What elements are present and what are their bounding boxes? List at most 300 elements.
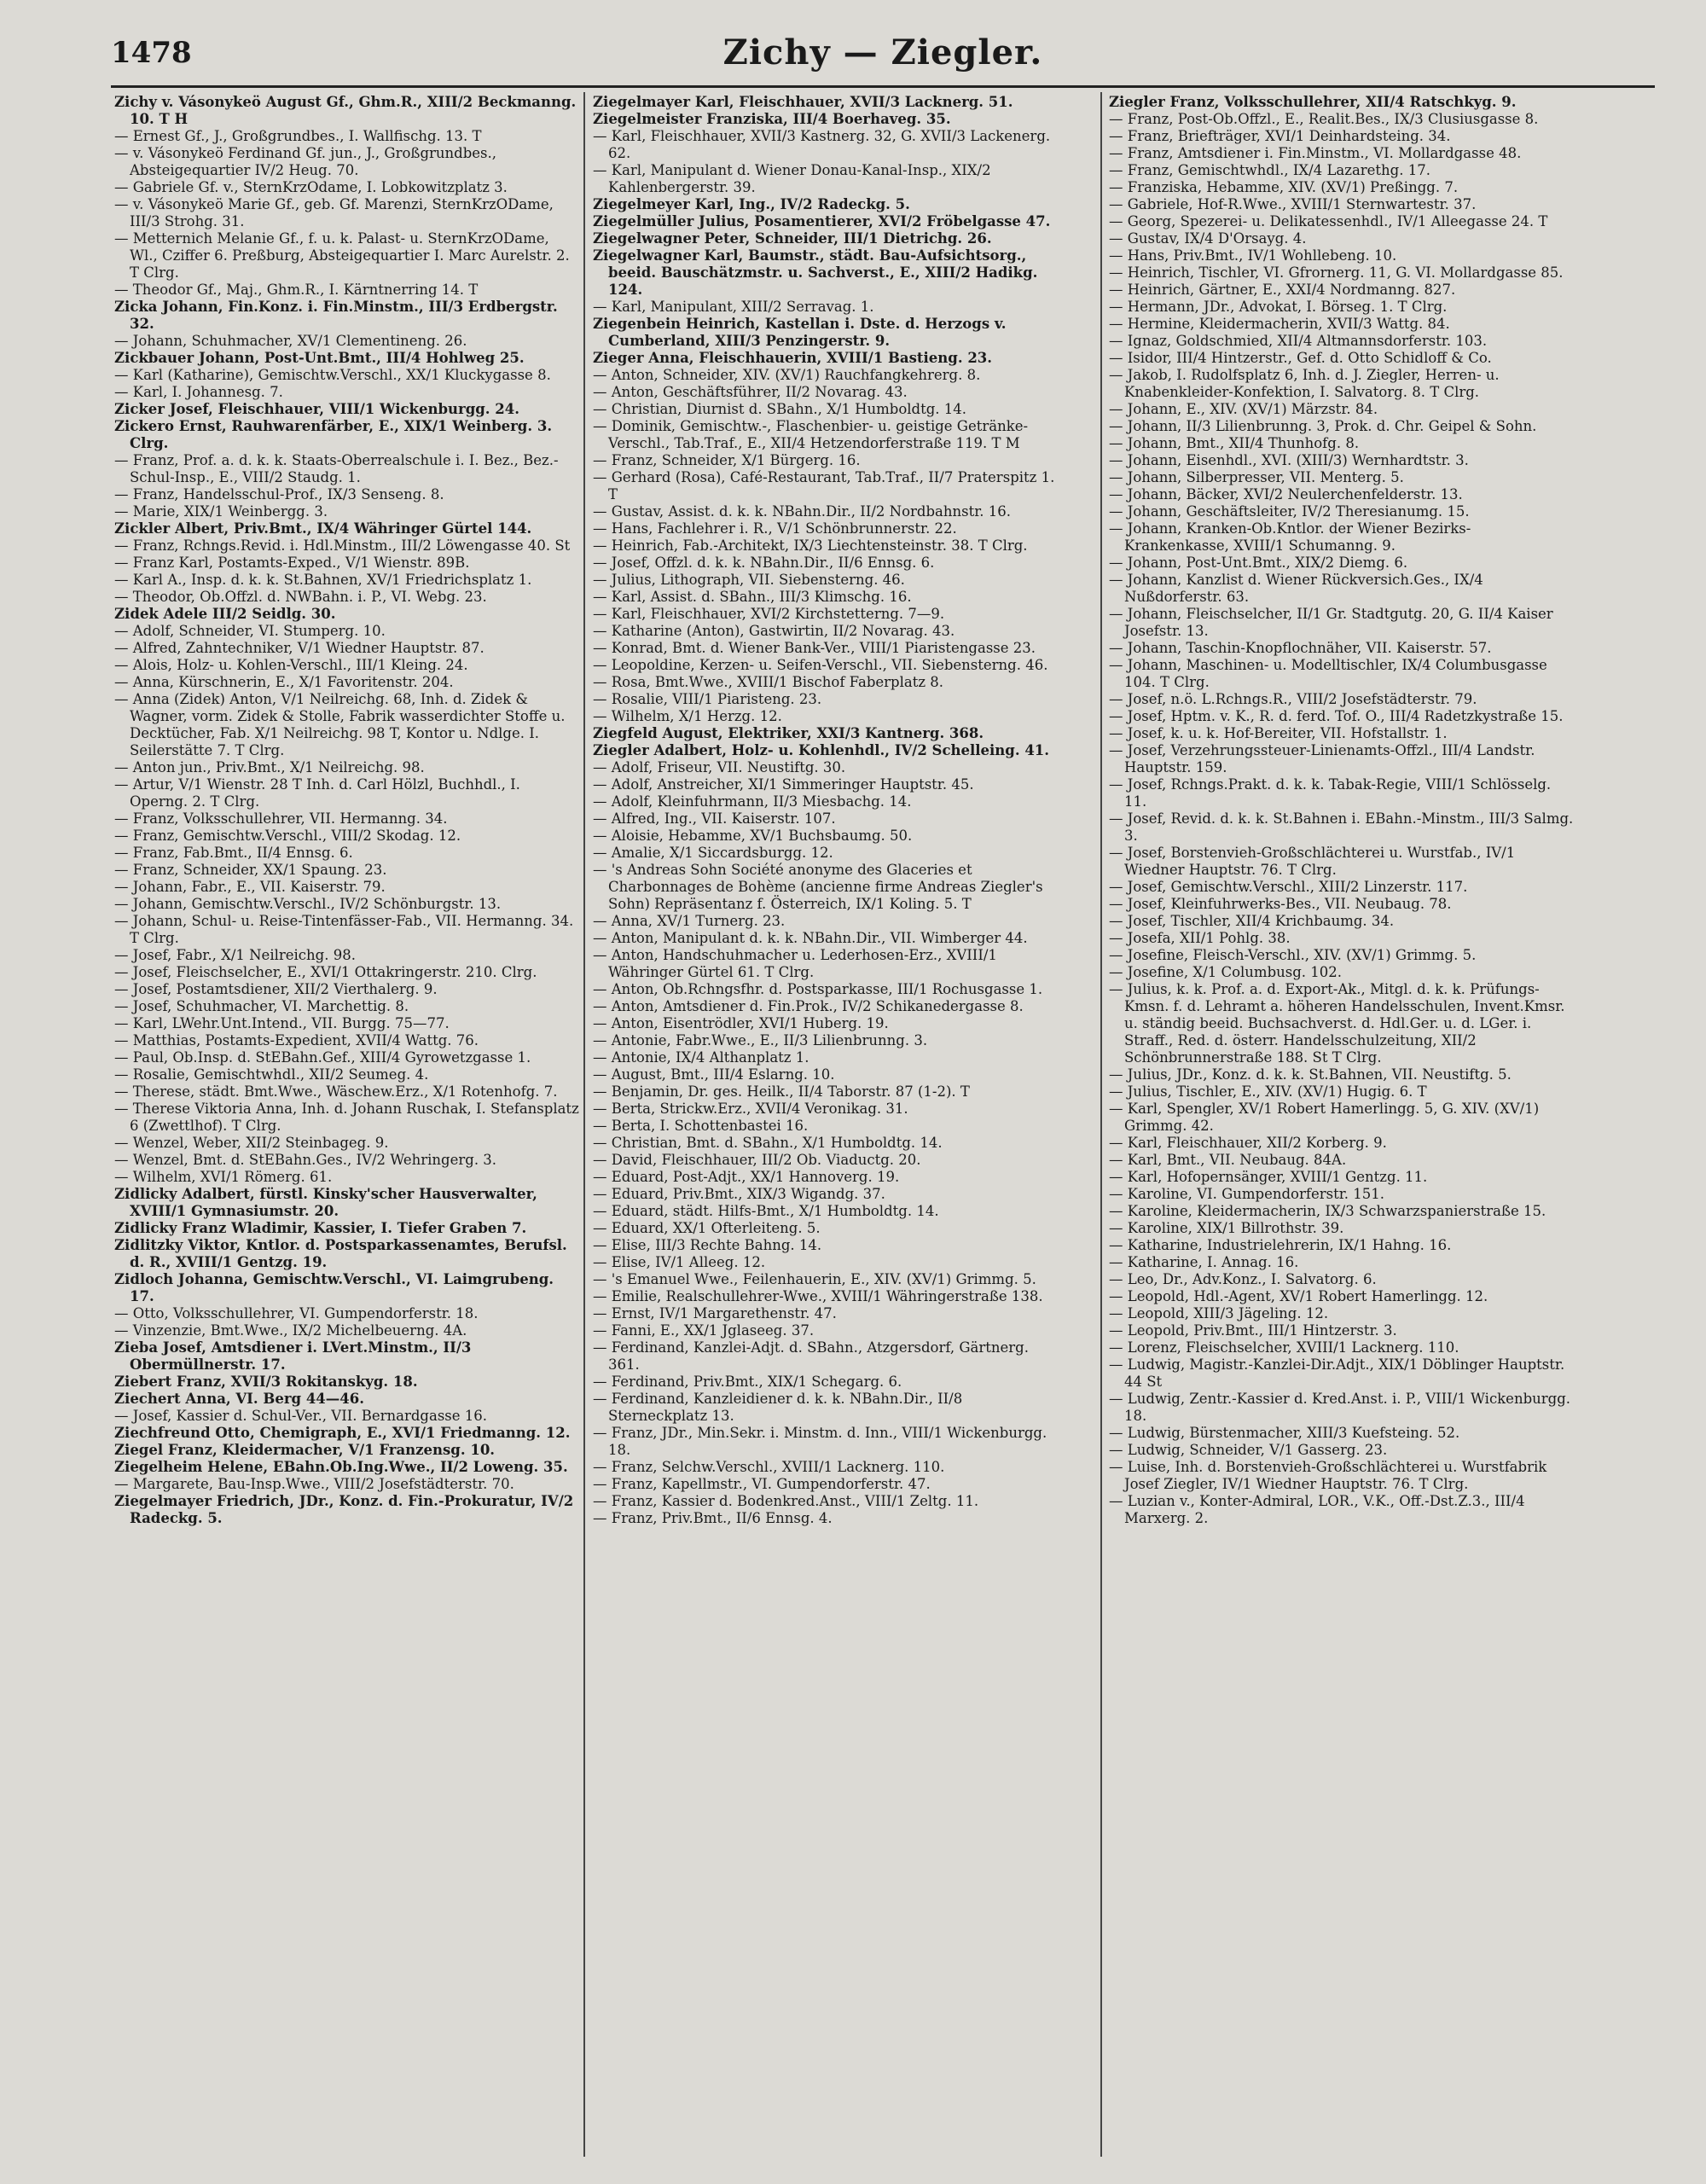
directory-entry xyxy=(593,503,1058,520)
directory-entry xyxy=(1109,572,1574,606)
entry-text: — Matthias, Postamts-Expedient, XVII/4 Wattg. 76. xyxy=(114,1032,479,1048)
directory-entry xyxy=(593,1288,1058,1305)
entry-text: — Gabriele, Hof-R.Wwe., XVIII/1 Sternwartestr. 37. xyxy=(1109,196,1477,212)
directory-entry xyxy=(114,640,579,657)
entry-text: — Franz, Prof. a. d. k. k. Staats-Oberrealschule i. I. Bez., Bez.-Schul-Insp., E., VIII/2 Staudg. 1. xyxy=(114,452,559,485)
entry-text: — Ignaz, Goldschmied, XII/4 Altmannsdorferstr. 103. xyxy=(1109,333,1488,349)
entry-text: Zicka Johann, Fin.Konz. i. Fin.Minstm., III/3 Erdbergstr. 32. xyxy=(114,299,558,332)
directory-entry xyxy=(114,196,579,230)
entry-text: — Gabriele Gf. v., SternKrzOdame, I. Lobkowitzplatz 3. xyxy=(114,179,508,195)
entry-text: — Luzian v., Konter-Admiral, LOR., V.K., Off.-Dst.Z.3., III/4 Marxerg. 2. xyxy=(1109,1493,1525,1526)
directory-entry xyxy=(593,1322,1058,1339)
directory-entry xyxy=(593,1203,1058,1220)
directory-entry xyxy=(1109,947,1574,964)
directory-entry xyxy=(1109,1203,1574,1220)
entry-text: — Josef, Fleischselcher, E., XVI/1 Ottakringerstr. 210. Clrg. xyxy=(114,964,537,980)
directory-entry xyxy=(593,452,1058,469)
entry-text: — David, Fleischhauer, III/2 Ob. Viaductg. 20. xyxy=(593,1152,921,1168)
directory-entry xyxy=(1109,213,1574,230)
entry-text: — 's Andreas Sohn Société anonyme des Glaceries et Charbonnages de Bohème (ancienne firme Andreas Ziegler's Sohn) Repräsentanz f. Österreich, IX/1 Koling. 5. T xyxy=(593,862,1043,912)
entry-text: — Ludwig, Zentr.-Kassier d. Kred.Anst. i. P., VIII/1 Wickenburgg. 18. xyxy=(1109,1391,1571,1424)
entry-text: — Karl, I. Johannesg. 7. xyxy=(114,384,283,400)
entry-text: — Karl, Bmt., VII. Neubaug. 84A. xyxy=(1109,1152,1347,1168)
entry-text: — Karl, Fleischhauer, XVII/3 Kastnerg. 32, G. XVII/3 Lackenerg. 62. xyxy=(593,128,1051,161)
entry-text: — Johann, Post-Unt.Bmt., XIX/2 Diemg. 6. xyxy=(1109,555,1408,571)
entry-text: — Anton, Eisentrödler, XVI/1 Huberg. 19. xyxy=(593,1015,889,1031)
entry-text: — Heinrich, Fab.-Architekt, IX/3 Liechtensteinstr. 38. T Clrg. xyxy=(593,537,1028,554)
entry-text: — Dominik, Gemischtw.-, Flaschenbier- u. geistige Getränke-Verschl., Tab.Traf., E., XII/4 Hetzendorferstraße 119. T M xyxy=(593,418,1029,451)
entry-text: — Antonie, Fabr.Wwe., E., II/3 Lilienbrunng. 3. xyxy=(593,1032,928,1048)
directory-entry xyxy=(593,401,1058,418)
page-number: 1478 xyxy=(111,36,192,70)
entry-text: — Rosalie, Gemischtwhdl., XII/2 Seumeg. 4. xyxy=(114,1066,429,1083)
directory-entry xyxy=(593,1152,1058,1169)
directory-entry xyxy=(1109,1101,1574,1135)
column-1 xyxy=(114,94,579,2158)
entry-text: Ziegelmeister Franziska, III/4 Boerhaveg. 35. xyxy=(593,111,951,127)
directory-entry xyxy=(593,1049,1058,1066)
directory-entry xyxy=(1109,606,1574,640)
entry-text: — Karoline, XIX/1 Billrothstr. 39. xyxy=(1109,1220,1344,1236)
entry-text: — Leopold, Priv.Bmt., III/1 Hintzerstr. 3. xyxy=(1109,1322,1397,1339)
entry-text: — Berta, I. Schottenbastei 16. xyxy=(593,1118,809,1134)
directory-entry xyxy=(1109,520,1574,555)
entry-text: — Anton jun., Priv.Bmt., X/1 Neilreichg. 98. xyxy=(114,759,425,775)
entry-text: — Gustav, IX/4 D'Orsayg. 4. xyxy=(1109,230,1307,247)
directory-entry xyxy=(593,640,1058,657)
entry-text: — Karl, Spengler, XV/1 Robert Hamerlingg. 5, G. XIV. (XV/1) Grimmg. 42. xyxy=(1109,1101,1540,1134)
directory-entry xyxy=(593,828,1058,845)
directory-entry xyxy=(593,1237,1058,1254)
directory-entry xyxy=(1109,845,1574,879)
entry-text: — Ludwig, Schneider, V/1 Gasserg. 23. xyxy=(1109,1442,1388,1458)
entry-text: — Franz, Rchngs.Revid. i. Hdl.Minstm., III/2 Löwengasse 40. St xyxy=(114,537,571,554)
directory-entry xyxy=(114,1083,579,1101)
entry-text: — Vinzenzie, Bmt.Wwe., IX/2 Michelbeuerng. 4A. xyxy=(114,1322,467,1339)
entry-text: — Eduard, Priv.Bmt., XIX/3 Wigandg. 37. xyxy=(593,1186,885,1202)
entry-text: — Fanni, E., XX/1 Jglaseeg. 37. xyxy=(593,1322,815,1339)
entry-text: — Josef, Fabr., X/1 Neilreichg. 98. xyxy=(114,947,356,963)
directory-entry xyxy=(1109,111,1574,128)
directory-entry xyxy=(593,776,1058,793)
directory-entry xyxy=(593,913,1058,930)
entry-text: — Karl (Katharine), Gemischtw.Verschl., XX/1 Kluckygasse 8. xyxy=(114,367,551,383)
directory-entry xyxy=(1109,1220,1574,1237)
entry-text: — Adolf, Schneider, VI. Stumperg. 10. xyxy=(114,623,386,639)
entry-text: — Ludwig, Magistr.-Kanzlei-Dir.Adjt., XIX/1 Döblinger Hauptstr. 44 St xyxy=(1109,1356,1565,1390)
directory-entry xyxy=(1109,1442,1574,1459)
directory-entry xyxy=(593,657,1058,674)
directory-entry xyxy=(593,213,1058,230)
entry-text: — Hermann, JDr., Advokat, I. Börseg. 1. T Clrg. xyxy=(1109,299,1448,315)
entry-text: — Antonie, IX/4 Althanplatz 1. xyxy=(593,1049,809,1066)
entry-text: — Franz, JDr., Min.Sekr. i. Minstm. d. Inn., VIII/1 Wickenburgg. 18. xyxy=(593,1425,1047,1458)
entry-text: — Ernest Gf., J., Großgrundbes., I. Wallfischg. 13. T xyxy=(114,128,482,144)
directory-entry xyxy=(114,657,579,674)
entry-text: — Eduard, städt. Hilfs-Bmt., X/1 Humboldtg. 14. xyxy=(593,1203,939,1219)
entry-text: — Julius, JDr., Konz. d. k. k. St.Bahnen, VII. Neustiftg. 5. xyxy=(1109,1066,1512,1083)
directory-entry xyxy=(114,845,579,862)
entry-text: — Katharine, Industrielehrerin, IX/1 Hahng. 16. xyxy=(1109,1237,1452,1253)
entry-text: — Leopold, XIII/3 Jägeling. 12. xyxy=(1109,1305,1329,1321)
directory-entry xyxy=(114,1322,579,1339)
entry-text: — Johann, Bäcker, XVI/2 Neulerchenfelderstr. 13. xyxy=(1109,486,1463,502)
directory-entry xyxy=(1109,1169,1574,1186)
entry-text: — Franz, Fab.Bmt., II/4 Ennsg. 6. xyxy=(114,845,353,861)
directory-entry xyxy=(1109,1425,1574,1442)
directory-entry xyxy=(593,674,1058,691)
directory-entry xyxy=(1109,401,1574,418)
directory-entry xyxy=(114,759,579,776)
directory-entry xyxy=(114,623,579,640)
entry-text: — Johann, Schuhmacher, XV/1 Clementineng. 26. xyxy=(114,333,467,349)
entry-text: — Eduard, Post-Adjt., XX/1 Hannoverg. 19. xyxy=(593,1169,900,1185)
entry-text: — Karoline, Kleidermacherin, IX/3 Schwarzspanierstraße 15. xyxy=(1109,1203,1546,1219)
directory-entry xyxy=(593,1305,1058,1322)
directory-entry xyxy=(114,555,579,572)
entry-text: — Johann, Taschin-Knopflochnäher, VII. Kaiserstr. 57. xyxy=(1109,640,1492,656)
entry-text: — Heinrich, Tischler, VI. Gfrornerg. 11, G. VI. Mollardgasse 85. xyxy=(1109,264,1564,281)
entry-text: — Franziska, Hebamme, XIV. (XV/1) Preßingg. 7. xyxy=(1109,179,1459,195)
directory-entry xyxy=(1109,1237,1574,1254)
entry-text: — Johann, Fabr., E., VII. Kaiserstr. 79. xyxy=(114,879,386,895)
entry-text: — Anna (Zidek) Anton, V/1 Neilreichg. 68, Inh. d. Zidek & Wagner, vorm. Zidek & Stolle, Fabrik wasserdichter Stoffe u. Decktücher, Fab. X/1 Neilreichg. 98 T, Kontor u. Ndlge. I. Seilerstätte 7. T Clrg. xyxy=(114,691,566,758)
directory-entry xyxy=(114,1493,579,1527)
entry-text: — Georg, Spezerei- u. Delikatessenhdl., IV/1 Alleegasse 24. T xyxy=(1109,213,1548,229)
directory-entry xyxy=(114,1339,579,1374)
directory-entry xyxy=(593,1425,1058,1459)
directory-entry xyxy=(114,1186,579,1220)
directory-entry xyxy=(1109,1135,1574,1152)
directory-entry xyxy=(593,1066,1058,1083)
directory-entry xyxy=(593,742,1058,759)
directory-entry xyxy=(114,896,579,913)
entry-text: Ziechfreund Otto, Chemigraph, E., XVI/1 Friedmanng. 12. xyxy=(114,1425,571,1441)
directory-entry xyxy=(1109,452,1574,469)
directory-entry xyxy=(593,299,1058,316)
entry-text: — Julius, Lithograph, VII. Siebensterng. 46. xyxy=(593,572,905,588)
entry-text: — Ludwig, Bürstenmacher, XIII/3 Kuefsteing. 52. xyxy=(1109,1425,1460,1441)
directory-entry xyxy=(114,401,579,418)
entry-text: — Johann, Silberpresser, VII. Menterg. 5. xyxy=(1109,469,1404,485)
entry-text: — Josef, Offzl. d. k. k. NBahn.Dir., II/6 Ennsg. 6. xyxy=(593,555,935,571)
directory-entry xyxy=(114,1015,579,1032)
entry-text: — Emilie, Realschullehrer-Wwe., XVIII/1 Währingerstraße 138. xyxy=(593,1288,1043,1304)
entry-text: — Berta, Strickw.Erz., XVII/4 Veronikag. 31. xyxy=(593,1101,908,1117)
directory-entry xyxy=(1109,810,1574,845)
directory-entry xyxy=(1109,247,1574,264)
entry-text: — Metternich Melanie Gf., f. u. k. Palast- u. SternKrzODame, Wl., Cziffer 6. Preßburg, Absteigequartier I. Marc Aurelstr. 2. T Clrg. xyxy=(114,230,570,281)
directory-entry xyxy=(593,1391,1058,1425)
directory-entry xyxy=(114,128,579,145)
directory-entry xyxy=(1109,913,1574,930)
directory-entry xyxy=(114,947,579,964)
entry-text: — Hermine, Kleidermacherin, XVII/3 Wattg. 84. xyxy=(1109,316,1450,332)
directory-entry xyxy=(1109,94,1574,111)
entry-text: — Johann, Fleischselcher, II/1 Gr. Stadtgutg. 20, G. II/4 Kaiser Josefstr. 13. xyxy=(1109,606,1553,639)
directory-entry xyxy=(114,1152,579,1169)
directory-entry xyxy=(114,145,579,179)
directory-entry xyxy=(593,111,1058,128)
entry-text: — Josef, k. u. k. Hof-Bereiter, VII. Hofstallstr. 1. xyxy=(1109,725,1448,741)
entry-text: — Eduard, XX/1 Ofterleiteng. 5. xyxy=(593,1220,821,1236)
directory-entry xyxy=(114,1305,579,1322)
entry-text: Ziegelmüller Julius, Posamentierer, XVI/2 Fröbelgasse 47. xyxy=(593,213,1051,229)
entry-text: — Franz, Kassier d. Bodenkred.Anst., VIII/1 Zeltg. 11. xyxy=(593,1493,979,1509)
directory-entry xyxy=(593,691,1058,708)
entry-text: — Franz, Briefträger, XVI/1 Deinhardsteing. 34. xyxy=(1109,128,1451,144)
directory-entry xyxy=(114,964,579,981)
directory-entry xyxy=(593,316,1058,350)
entry-text: — Johann, Eisenhdl., XVI. (XIII/3) Wernhardtstr. 3. xyxy=(1109,452,1469,468)
entry-text: — Johann, Kanzlist d. Wiener Rückversich.Ges., IX/4 Nußdorferstr. 63. xyxy=(1109,572,1483,605)
entry-text: — Amalie, X/1 Siccardsburgg. 12. xyxy=(593,845,833,861)
entry-text: — Leo, Dr., Adv.Konz., I. Salvatorg. 6. xyxy=(1109,1271,1377,1287)
entry-text: — Franz, Amtsdiener i. Fin.Minstm., VI. Mollardgasse 48. xyxy=(1109,145,1522,161)
directory-entry xyxy=(593,1459,1058,1476)
entry-text: — Theodor Gf., Maj., Ghm.R., I. Kärntnerring 14. T xyxy=(114,282,479,298)
entry-text: — Rosalie, VIII/1 Piaristeng. 23. xyxy=(593,691,822,707)
directory-entry xyxy=(593,947,1058,981)
entry-text: — Karl, Fleischhauer, XII/2 Korberg. 9. xyxy=(1109,1135,1387,1151)
directory-entry xyxy=(114,981,579,998)
directory-entry xyxy=(114,1169,579,1186)
directory-entry xyxy=(114,333,579,350)
entry-text: — Julius, Tischler, E., XIV. (XV/1) Hugig. 6. T xyxy=(1109,1083,1427,1100)
entry-text: — Alfred, Zahntechniker, V/1 Wiedner Hauptstr. 87. xyxy=(114,640,485,656)
directory-entry xyxy=(1109,708,1574,725)
directory-entry xyxy=(1109,1066,1574,1083)
column-divider xyxy=(1100,92,1102,2157)
directory-entry xyxy=(114,367,579,384)
directory-entry xyxy=(1109,930,1574,947)
entry-text: — Leopoldine, Kerzen- u. Seifen-Verschl., VII. Siebensterng. 46. xyxy=(593,657,1048,673)
directory-entry xyxy=(114,776,579,810)
directory-entry xyxy=(593,418,1058,452)
directory-entry xyxy=(1109,691,1574,708)
directory-entry xyxy=(114,1459,579,1476)
directory-entry xyxy=(1109,316,1574,333)
entry-text: Zickero Ernst, Rauhwarenfärber, E., XIX/1 Weinberg. 3. Clrg. xyxy=(114,418,553,451)
entry-text: — Josef, Gemischtw.Verschl., XIII/2 Linzerstr. 117. xyxy=(1109,879,1468,895)
entry-text: — Josefine, Fleisch-Verschl., XIV. (XV/1) Grimmg. 5. xyxy=(1109,947,1477,963)
entry-text: Zidlitzky Viktor, Kntlor. d. Postsparkassenamtes, Berufsl. d. R., XVIII/1 Gentzg. 19. xyxy=(114,1237,567,1270)
entry-text: — Anton, Manipulant d. k. k. NBahn.Dir., VII. Wimberger 44. xyxy=(593,930,1028,946)
entry-text: — Aloisie, Hebamme, XV/1 Buchsbaumg. 50. xyxy=(593,828,913,844)
directory-entry xyxy=(1109,1152,1574,1169)
directory-entry xyxy=(1109,657,1574,691)
directory-entry xyxy=(1109,128,1574,145)
entry-text: — Gerhard (Rosa), Café-Restaurant, Tab.Traf., II/7 Praterspitz 1. T xyxy=(593,469,1055,502)
entry-text: — Anton, Amtsdiener d. Fin.Prok., IV/2 Schikanedergasse 8. xyxy=(593,998,1024,1014)
directory-entry xyxy=(1109,1356,1574,1391)
directory-entry xyxy=(593,350,1058,367)
directory-entry xyxy=(1109,282,1574,299)
directory-entry xyxy=(593,845,1058,862)
directory-entry xyxy=(114,879,579,896)
entry-text: — Isidor, III/4 Hintzerstr., Gef. d. Otto Schidloff & Co. xyxy=(1109,350,1492,366)
entry-text: Zidlicky Adalbert, fürstl. Kinsky'scher Hausverwalter, XVIII/1 Gymnasiumstr. 20. xyxy=(114,1186,537,1219)
entry-text: — Wilhelm, XVI/1 Römerg. 61. xyxy=(114,1169,333,1185)
entry-text: Zieba Josef, Amtsdiener i. LVert.Minstm., II/3 Obermüllnerstr. 17. xyxy=(114,1339,472,1373)
directory-entry xyxy=(593,1169,1058,1186)
directory-entry xyxy=(593,94,1058,111)
directory-entry xyxy=(593,1101,1058,1118)
entry-text: Ziegelmeyer Karl, Ing., IV/2 Radeckg. 5. xyxy=(593,196,910,212)
directory-entry xyxy=(593,1118,1058,1135)
entry-text: — Ferdinand, Priv.Bmt., XIX/1 Schegarg. 6. xyxy=(593,1374,902,1390)
entry-text: — Jakob, I. Rudolfsplatz 6, Inh. d. J. Ziegler, Herren- u. Knabenkleider-Konfektion, I. Salvatorg. 8. T Clrg. xyxy=(1109,367,1500,400)
entry-text: — Therese, städt. Bmt.Wwe., Wäschew.Erz., X/1 Rotenhofg. 7. xyxy=(114,1083,558,1100)
directory-entry xyxy=(593,572,1058,589)
directory-entry xyxy=(114,94,579,128)
directory-entry xyxy=(593,1083,1058,1101)
entry-text: Ziegelwagner Peter, Schneider, III/1 Dietrichg. 26. xyxy=(593,230,992,247)
entry-text: — Josef, Borstenvieh-Großschlächterei u. Wurstfab., IV/1 Wiedner Hauptstr. 76. T Clrg. xyxy=(1109,845,1516,878)
directory-entry xyxy=(1109,367,1574,401)
column-divider xyxy=(583,92,585,2157)
entry-text: — Anton, Ob.Rchngsfhr. d. Postsparkasse, III/1 Rochusgasse 1. xyxy=(593,981,1043,997)
entry-text: — Johann, Gemischtw.Verschl., IV/2 Schönburgstr. 13. xyxy=(114,896,502,912)
entry-text: — Johann, Maschinen- u. Modelltischler, IX/4 Columbusgasse 104. T Clrg. xyxy=(1109,657,1547,690)
entry-text: — Josef, Tischler, XII/4 Krichbaumg. 34. xyxy=(1109,913,1395,929)
directory-entry xyxy=(1109,1288,1574,1305)
entry-text: — Gustav, Assist. d. k. k. NBahn.Dir., II/2 Nordbahnstr. 16. xyxy=(593,503,1012,520)
entry-text: — Franz, Gemischtw.Verschl., VIII/2 Skodag. 12. xyxy=(114,828,461,844)
entry-text: — Wenzel, Weber, XII/2 Steinbageg. 9. xyxy=(114,1135,389,1151)
entry-text: — Franz, Schneider, X/1 Bürgerg. 16. xyxy=(593,452,861,468)
directory-entry xyxy=(593,1015,1058,1032)
entry-text: — Josef, Kassier d. Schul-Ver., VII. Bernardgasse 16. xyxy=(114,1408,488,1424)
entry-text: — Katharine (Anton), Gastwirtin, II/2 Novarag. 43. xyxy=(593,623,955,639)
entry-text: — Ernst, IV/1 Margarethenstr. 47. xyxy=(593,1305,837,1321)
entry-text: Ziegenbein Heinrich, Kastellan i. Dste. d. Herzogs v. Cumberland, XIII/3 Penzingerstr. 9. xyxy=(593,316,1007,349)
entry-text: — Hans, Fachlehrer i. R., V/1 Schönbrunnerstr. 22. xyxy=(593,520,957,537)
entry-text: Ziegler Adalbert, Holz- u. Kohlenhdl., IV/2 Schelleing. 41. xyxy=(593,742,1050,758)
entry-text: — Josef, Postamtsdiener, XII/2 Vierthalerg. 9. xyxy=(114,981,438,997)
entry-text: — Adolf, Anstreicher, XI/1 Simmeringer Hauptstr. 45. xyxy=(593,776,974,793)
entry-text: — Franz, Priv.Bmt., II/6 Ennsg. 4. xyxy=(593,1510,833,1526)
directory-entry xyxy=(114,503,579,520)
entry-text: — Leopold, Hdl.-Agent, XV/1 Robert Hamerlingg. 12. xyxy=(1109,1288,1488,1304)
directory-entry xyxy=(1109,1271,1574,1288)
directory-entry xyxy=(1109,179,1574,196)
directory-entry xyxy=(114,537,579,555)
entry-text: — Josefa, XII/1 Pohlg. 38. xyxy=(1109,930,1291,946)
directory-entry xyxy=(593,1032,1058,1049)
entry-text: — Johann, Schul- u. Reise-Tintenfässer-Fab., VII. Hermanng. 34. T Clrg. xyxy=(114,913,574,946)
directory-entry xyxy=(1109,1322,1574,1339)
directory-entry xyxy=(1109,162,1574,179)
directory-entry xyxy=(593,1493,1058,1510)
directory-entry xyxy=(593,1186,1058,1203)
column-2 xyxy=(593,94,1058,2158)
directory-entry xyxy=(114,998,579,1015)
directory-entry xyxy=(1109,486,1574,503)
directory-entry xyxy=(114,589,579,606)
entry-text: — Josef, Schuhmacher, VI. Marchettig. 8. xyxy=(114,998,409,1014)
entry-text: — Elise, IV/1 Alleeg. 12. xyxy=(593,1254,766,1270)
entry-text: — Josefine, X/1 Columbusg. 102. xyxy=(1109,964,1343,980)
entry-text: Zickler Albert, Priv.Bmt., IX/4 Währinger Gürtel 144. xyxy=(114,520,532,537)
entry-text: — Wenzel, Bmt. d. StEBahn.Ges., IV/2 Wehringerg. 3. xyxy=(114,1152,497,1168)
directory-entry xyxy=(1109,555,1574,572)
entry-text: — Margarete, Bau-Insp.Wwe., VIII/2 Josefstädterstr. 70. xyxy=(114,1476,514,1492)
directory-entry xyxy=(114,1049,579,1066)
entry-text: — Johann, Kranken-Ob.Kntlor. der Wiener Bezirks-Krankenkasse, XVIII/1 Schumanng. 9. xyxy=(1109,520,1471,554)
directory-entry xyxy=(114,828,579,845)
directory-entry xyxy=(593,981,1058,998)
directory-entry xyxy=(114,1220,579,1237)
directory-entry xyxy=(593,1476,1058,1493)
directory-entry xyxy=(593,247,1058,299)
entry-text: — Karl, LWehr.Unt.Intend., VII. Burgg. 75—77. xyxy=(114,1015,450,1031)
directory-entry xyxy=(593,708,1058,725)
entry-text: — Johann, Geschäftsleiter, IV/2 Theresianumg. 15. xyxy=(1109,503,1470,520)
directory-entry xyxy=(1109,1305,1574,1322)
directory-entry xyxy=(1109,1459,1574,1493)
entry-text: — Artur, V/1 Wienstr. 28 T Inh. d. Carl Hölzl, Buchhdl., I. Operng. 2. T Clrg. xyxy=(114,776,520,810)
directory-entry xyxy=(593,862,1058,913)
entry-text: — Anton, Geschäftsführer, II/2 Novarag. 43. xyxy=(593,384,908,400)
entry-text: — Heinrich, Gärtner, E., XXI/4 Nordmanng. 827. xyxy=(1109,282,1456,298)
directory-entry xyxy=(114,862,579,879)
directory-entry xyxy=(114,282,579,299)
entry-text: Zidlicky Franz Wladimir, Kassier, I. Tiefer Graben 7. xyxy=(114,1220,527,1236)
directory-entry xyxy=(1109,1254,1574,1271)
column-3 xyxy=(1109,94,1574,2158)
entry-text: — Johann, E., XIV. (XV/1) Märzstr. 84. xyxy=(1109,401,1378,417)
entry-text: — Johann, II/3 Lilienbrunng. 3, Prok. d. Chr. Geipel & Sohn. xyxy=(1109,418,1537,434)
directory-entry xyxy=(114,230,579,282)
directory-entry xyxy=(1109,1391,1574,1425)
directory-entry xyxy=(114,691,579,759)
directory-entry xyxy=(593,555,1058,572)
entry-text: — Ferdinand, Kanzlei-Adjt. d. SBahn., Atzgersdorf, Gärtnerg. 361. xyxy=(593,1339,1029,1373)
entry-text: — Josef, Rchngs.Prakt. d. k. k. Tabak-Regie, VIII/1 Schlösselg. 11. xyxy=(1109,776,1552,810)
entry-text: — August, Bmt., III/4 Eslarng. 10. xyxy=(593,1066,835,1083)
directory-entry xyxy=(593,998,1058,1015)
directory-entry xyxy=(1109,742,1574,776)
entry-text: Ziegelmayer Karl, Fleischhauer, XVII/3 Lacknerg. 51. xyxy=(593,94,1013,110)
directory-entry xyxy=(593,759,1058,776)
directory-entry xyxy=(593,196,1058,213)
entry-text: Ziegfeld August, Elektriker, XXI/3 Kantnerg. 368. xyxy=(593,725,984,741)
directory-entry xyxy=(593,469,1058,503)
entry-text: — Adolf, Kleinfuhrmann, II/3 Miesbachg. 14. xyxy=(593,793,912,810)
directory-entry xyxy=(114,1425,579,1442)
directory-entry xyxy=(114,1101,579,1135)
directory-entry xyxy=(114,179,579,196)
directory-entry xyxy=(593,725,1058,742)
entry-text: — Elise, III/3 Rechte Bahng. 14. xyxy=(593,1237,822,1253)
entry-text: Ziegelmayer Friedrich, JDr., Konz. d. Fin.-Prokuratur, IV/2 Radeckg. 5. xyxy=(114,1493,574,1526)
directory-entry xyxy=(593,520,1058,537)
entry-text: — Josef, n.ö. L.Rchngs.R., VIII/2 Josefstädterstr. 79. xyxy=(1109,691,1477,707)
directory-entry xyxy=(114,520,579,537)
entry-text: — v. Vásonykeö Ferdinand Gf. jun., J., Großgrundbes., Absteigequartier IV/2 Heug. 70. xyxy=(114,145,496,178)
directory-entry xyxy=(114,299,579,333)
header-rule xyxy=(111,85,1655,88)
entry-text: — Alfred, Ing., VII. Kaiserstr. 107. xyxy=(593,810,836,827)
directory-entry xyxy=(1109,1339,1574,1356)
directory-entry xyxy=(114,486,579,503)
directory-entry xyxy=(1109,776,1574,810)
directory-entry xyxy=(1109,299,1574,316)
entry-text: — Josef, Revid. d. k. k. St.Bahnen i. EBahn.-Minstm., III/3 Salmg. 3. xyxy=(1109,810,1574,844)
directory-entry xyxy=(593,1271,1058,1288)
entry-text: — 's Emanuel Wwe., Feilenhauerin, E., XIV. (XV/1) Grimmg. 5. xyxy=(593,1271,1036,1287)
